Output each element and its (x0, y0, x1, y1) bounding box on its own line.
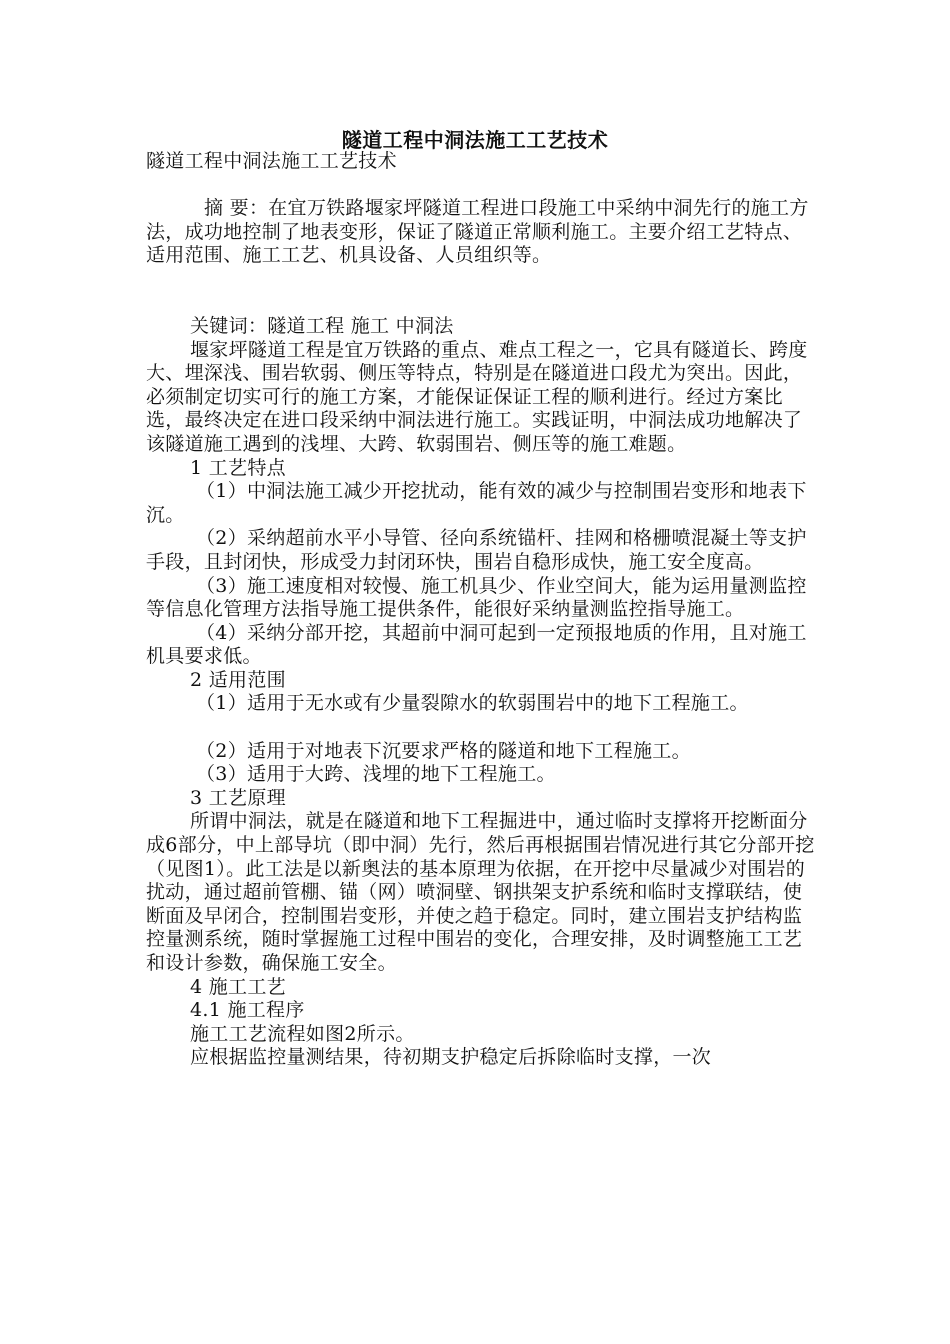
abstract-paragraph: 摘 要：在宜万铁路堰家坪隧道工程进口段施工中采纳中洞先行的施工方法，成功地控制了地表变形，保证了隧道正常顺利施工。主要介绍工艺特点、适用范围、施工工艺、机具设备、人员组织等。 (146, 197, 809, 267)
section-2-item: （2）适用于对地表下沉要求严格的隧道和地下工程施工。 (196, 739, 691, 762)
document-subtitle: 隧道工程中洞法施工工艺技术 (146, 150, 397, 172)
section-4-heading: 4 施工工艺 (190, 975, 286, 998)
section-4-1-paragraph: 应根据监控量测结果，待初期支护稳定后拆除临时支撑，一次 (190, 1046, 712, 1069)
spacer (146, 174, 816, 198)
document-body (146, 150, 816, 1070)
section-1-item: （2）采纳超前水平小导管、径向系统锚杆、挂网和格栅喷混凝土等支护手段，且封闭快，形成受力封闭环快，围岩自稳形成快，施工安全度高。 (146, 527, 807, 573)
document-title: 隧道工程中洞法施工工艺技术 (341, 128, 609, 152)
section-2-item: （3）适用于大跨、浅埋的地下工程施工。 (196, 763, 556, 786)
section-1-item: （3）施工速度相对较慢、施工机具少、作业空间大，能为运用量测监控等信息化管理方法指导施工提供条件，能很好采纳量测监控指导施工。 (146, 574, 807, 621)
section-4-1-paragraph: 施工工艺流程如图2所示。 (190, 1022, 415, 1045)
section-2-item: （1）适用于无水或有少量裂隙水的软弱围岩中的地下工程施工。 (196, 692, 749, 715)
spacer (146, 716, 816, 740)
spacer (146, 268, 816, 315)
intro-paragraph: 堰家坪隧道工程是宜万铁路的重点、难点工程之一，它具有隧道长、跨度大、埋深浅、围岩软弱、侧压等特点，特别是在隧道进口段尤为突出。因此，必须制定切实可行的施工方案，才能保证保证工程的顺利进行。经过方案比选，最终决定在进口段采纳中洞法进行施工。实践证明，中洞法成功地解决了该隧道施工遇到的浅埋、大跨、软弱围岩、侧压等的施工难题。 (146, 338, 808, 455)
section-1-item: （4）采纳分部开挖，其超前中洞可起到一定预报地质的作用，且对施工机具要求低。 (146, 621, 807, 668)
section-1-item: （1）中洞法施工减少开挖扰动，能有效的减少与控制围岩变形和地表下沉。 (146, 480, 807, 526)
section-3-heading: 3 工艺原理 (190, 786, 286, 809)
section-2-heading: 2 适用范围 (190, 668, 286, 691)
keywords-line: 关键词：隧道工程 施工 中洞法 (190, 314, 454, 337)
section-4-1-heading: 4.1 施工程序 (190, 999, 305, 1022)
section-3-paragraph: 所谓中洞法，就是在隧道和地下工程掘进中，通过临时支撑将开挖断面分成6部分，中上部导坑（即中洞）先行，然后再根据围岩情况进行其它分部开挖（见图1）。此工法是以新奥法的基本原理为依据，在开挖中尽量减少对围岩的扰动，通过超前管棚、锚（网）喷洞壁、钢拱架支护系统和临时支撑联结，使断面及早闭合，控制围岩变形，并使之趋于稳定。同时，建立围岩支护结构监控量测系统，随时掌握施工过程中围岩的变化，合理安排，及时调整施工工艺和设计参数，确保施工安全。 (146, 810, 815, 974)
section-1-heading: 1 工艺特点 (190, 456, 286, 479)
